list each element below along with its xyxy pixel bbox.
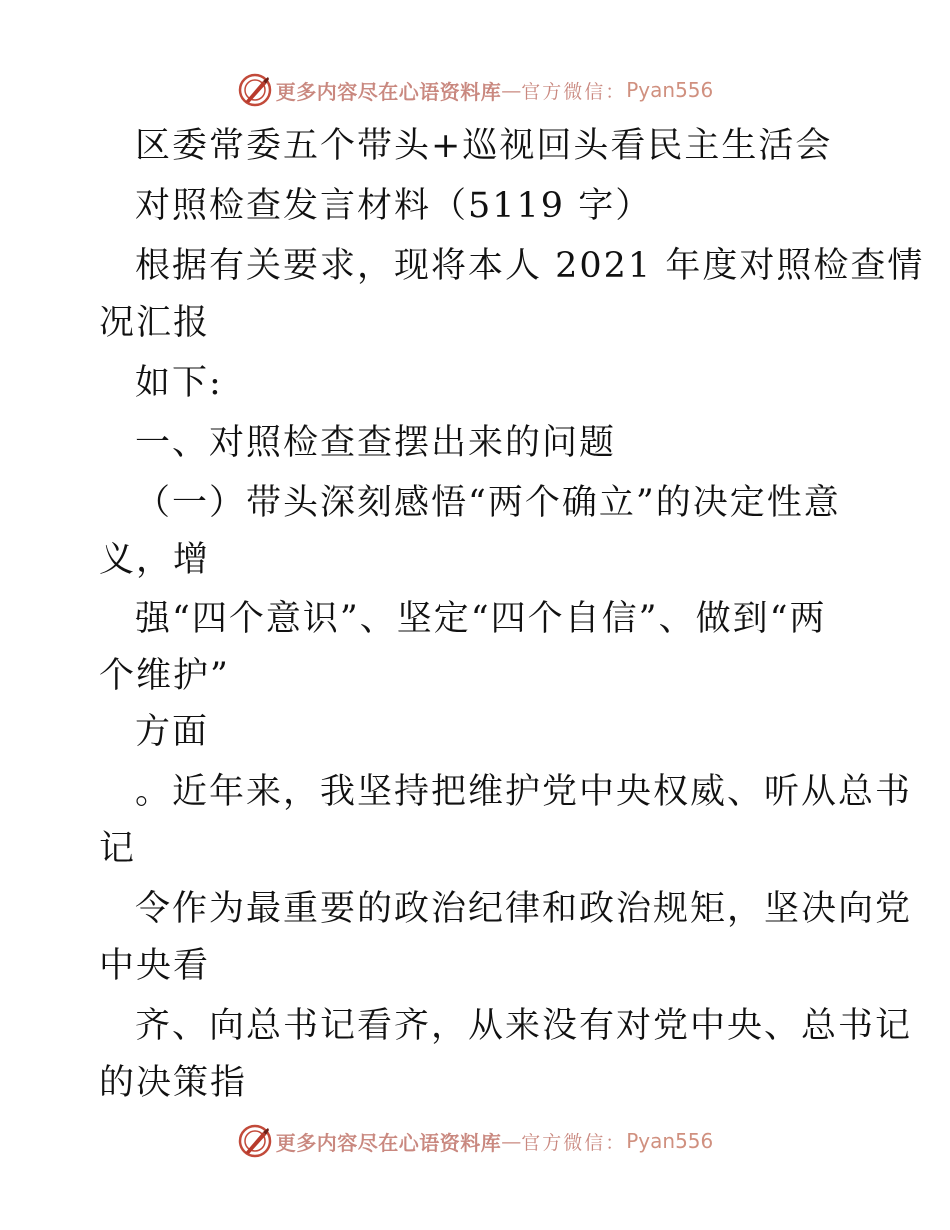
paragraph-line: 如下: xyxy=(135,363,223,403)
header-watermark xyxy=(0,70,950,110)
watermark-label: 官方微信： xyxy=(521,1131,627,1154)
paragraph-line: 齐、向总书记看齐，从来没有对党中央、总书记 xyxy=(135,1006,913,1046)
paragraph-line: 方面 xyxy=(135,712,210,752)
watermark-separator: — xyxy=(501,1129,522,1153)
section-heading: 一、对照检查查摆出来的问题 xyxy=(135,423,617,463)
paragraph-line: 。近年来，我坚持把维护党中央权威、听从总书 xyxy=(135,772,913,812)
watermark-id: Pyan556 xyxy=(626,78,714,102)
watermark-label: 官方微信： xyxy=(521,80,627,103)
watermark-separator: — xyxy=(501,78,522,102)
watermark-text: 更多内容尽在心语资料库 xyxy=(275,79,502,104)
paragraph-line: 中央看 xyxy=(99,946,211,986)
paragraph-line: 个维护” xyxy=(99,656,230,696)
subsection-heading: （一）带头深刻感悟“两个确立”的决定性意 xyxy=(135,483,841,523)
paragraph-line: 的决策指 xyxy=(99,1063,248,1103)
footer-watermark xyxy=(0,1121,950,1161)
paragraph-line: 强“四个意识”、坚定“四个自信”、做到“两 xyxy=(135,599,827,639)
document-title-line-2: 对照检查发言材料（5119 字） xyxy=(135,186,653,226)
paragraph-line: 记 xyxy=(99,829,137,869)
watermark-id: Pyan556 xyxy=(626,1129,714,1153)
quill-pen-seal-icon xyxy=(237,1123,273,1159)
paragraph-line: 义，增 xyxy=(99,540,211,580)
paragraph-line: 令作为最重要的政治纪律和政治规矩，坚决向党 xyxy=(135,889,913,929)
paragraph-line: 况汇报 xyxy=(99,303,211,343)
watermark-text: 更多内容尽在心语资料库 xyxy=(275,1130,502,1155)
paragraph-line: 根据有关要求，现将本人 2021 年度对照检查情 xyxy=(135,246,925,286)
quill-pen-seal-icon xyxy=(237,72,273,108)
document-title-line-1: 区委常委五个带头+巡视回头看民主生活会 xyxy=(135,126,833,166)
